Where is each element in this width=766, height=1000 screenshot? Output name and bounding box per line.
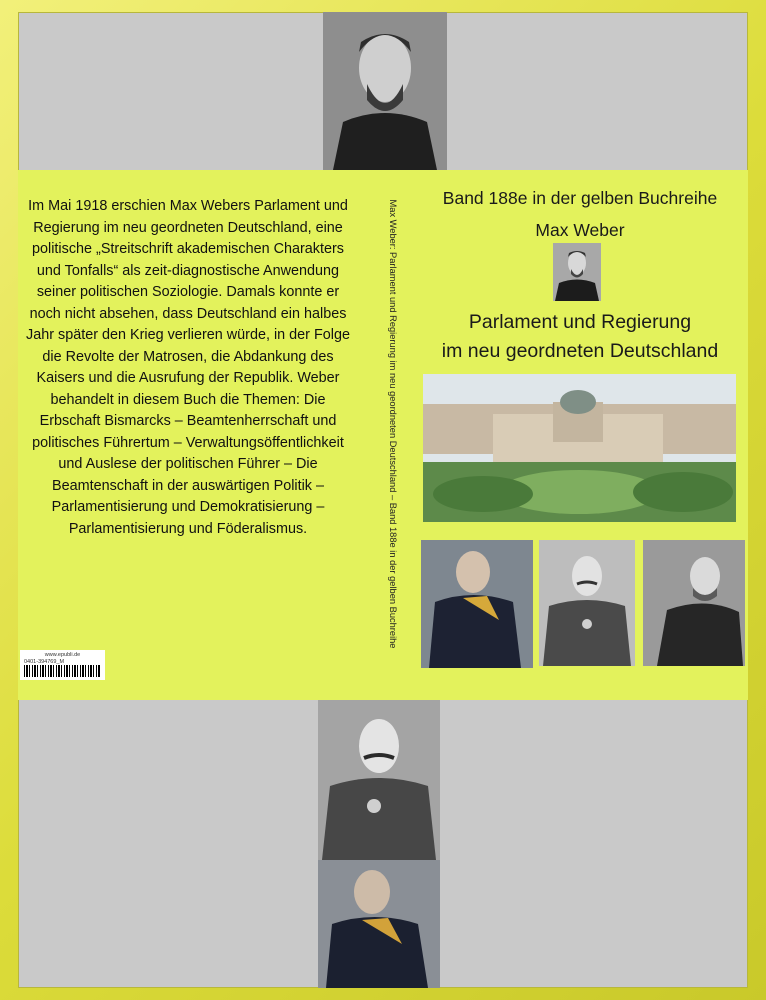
publisher-site: www.epubli.de: [44, 652, 81, 658]
title-line-1: Parlament und Regierung: [468, 311, 692, 333]
portrait-max-weber-small: [553, 243, 601, 301]
portrait-bismarck: [421, 540, 533, 668]
barcode: [20, 650, 105, 680]
barcode-number: 0401-394769_M: [24, 659, 65, 665]
series-label: Band 188e in der gelben Buchreihe: [442, 188, 718, 208]
spine: [386, 199, 400, 649]
barcode-bars: [24, 665, 101, 677]
author-name: Max Weber: [535, 220, 625, 240]
portrait-wilhelm-ii-large: [318, 700, 440, 860]
spine-text: Max Weber: Parlament und Regierung im neu geordneten Deutschland – Band 188e in der gelben Buchreihe: [388, 199, 398, 649]
back-cover-blurb: Im Mai 1918 erschien Max Webers Parlament und Regierung im neu geordneten Deutschland, eine politische „Streitschrift akademischen Charakters und Tonfalls“ als zeit-diagnostische Anwendung seiner politischen Soziologie. Damals konnte er noch nicht absehen, dass Deutschland ein halbes Jahr später den Krieg verlieren würde, in der Folge die Revolte der Matrosen, die Abdankung des Kaisers und die Ausrufung der Republik. Weber behandelt in diesem Buch die Themen: Die Erbschaft Bismarcks – Beamtenherrschaft und politisches Führertum – Verwaltungsöffentlichkeit und Auslese der politischen Führer – Die Beamtenschaft in der auswärtigen Politik – Parlamentisierung und Demokratisierung – Parlamentisierung und Föderalismus.: [26, 198, 350, 537]
portrait-bismarck-large: [318, 860, 440, 988]
title-line-2: im neu geordneten Deutschland: [441, 340, 719, 362]
portrait-wilhelm-ii: [539, 540, 635, 666]
portrait-statesman: [643, 540, 745, 666]
reichstag-illustration: [423, 374, 736, 522]
portrait-max-weber-top: [323, 12, 447, 170]
